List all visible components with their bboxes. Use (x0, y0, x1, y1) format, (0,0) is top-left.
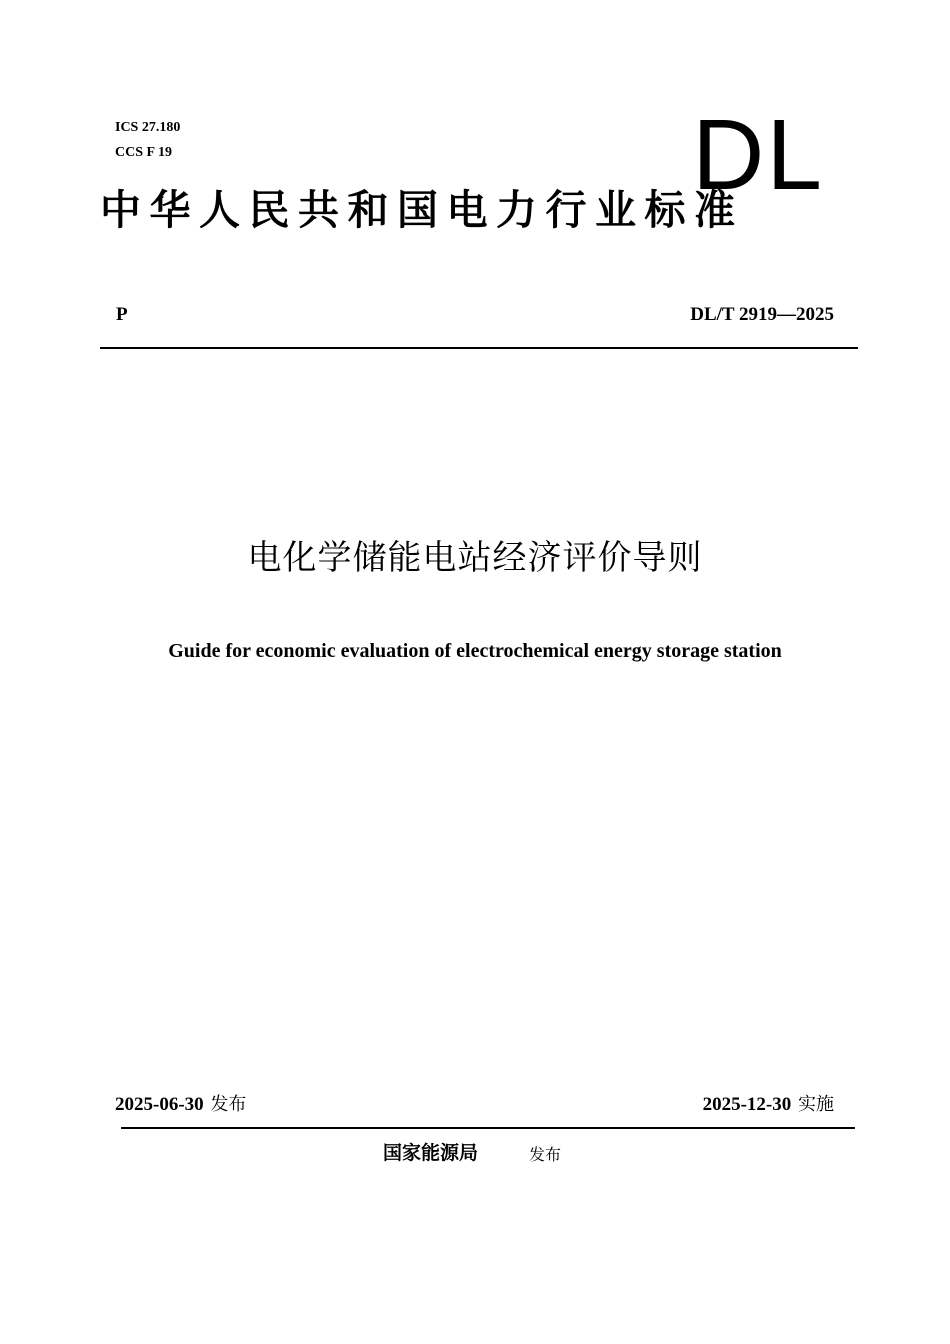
category-code: P (116, 304, 128, 325)
publisher-name: 国家能源局 (383, 1142, 479, 1164)
standard-number: DL/T 2919—2025 (690, 304, 834, 325)
implement-date-label: 实施 (798, 1094, 834, 1115)
ccs-code: CCS F 19 (115, 145, 173, 160)
implement-date: 2025-12-30 (702, 1094, 792, 1115)
publish-date: 2025-06-30 (115, 1094, 204, 1115)
publish-date-group (115, 1093, 246, 1117)
ics-code: ICS 27.180 (115, 120, 181, 135)
document-title-english: Guide for economic evaluation of electrochemical energy storage station (168, 640, 782, 662)
publish-date-label: 发布 (210, 1094, 247, 1115)
implement-date-group (703, 1093, 834, 1117)
bottom-divider (121, 1127, 855, 1129)
standard-type-title: 中华人民共和国电力行业标准 (100, 186, 744, 234)
dl-logo: DL (692, 99, 824, 211)
top-divider (100, 347, 858, 349)
document-title-chinese: 电化学储能电站经济评价导则 (247, 538, 703, 578)
publisher-label: 发布 (529, 1145, 562, 1164)
